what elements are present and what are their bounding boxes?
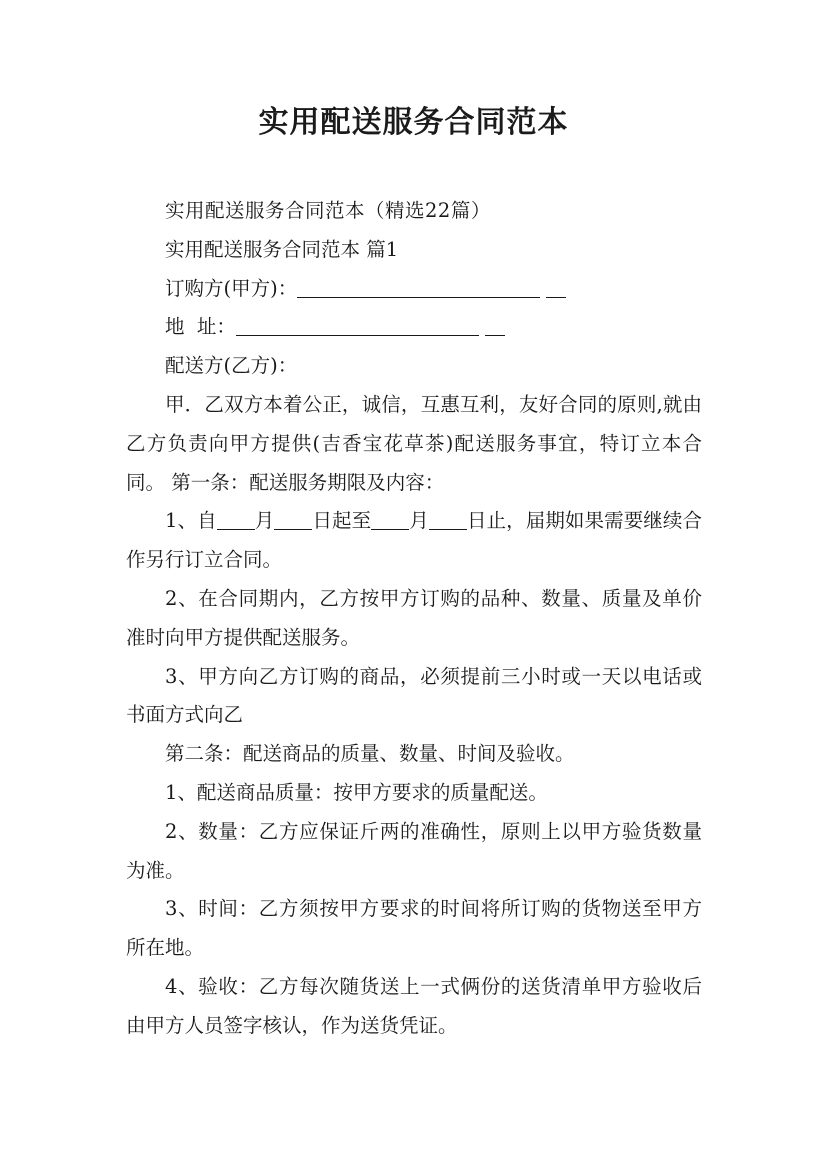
term-text-a: 1、自 — [165, 509, 217, 533]
month-blank-1 — [217, 510, 255, 531]
day-blank-2 — [429, 510, 467, 531]
buyer-blank-tail — [546, 277, 566, 298]
term-text-c: 日起至 — [312, 509, 372, 533]
paragraph-term-3: 3、甲方向乙方订购的商品，必须提前三小时或一天以电话或书面方式向乙 — [126, 664, 702, 727]
paragraph-article-2: 第二条：配送商品的质量、数量、时间及验收。 — [165, 742, 575, 766]
buyer-label: 订购方(甲方)： — [165, 276, 298, 300]
paragraph-acceptance: 4、验收：乙方每次随货送上一式俩份的送货清单甲方验收后由甲方人员签字核认，作为送货凭证。 — [126, 974, 702, 1037]
paragraph-section-heading: 实用配送服务合同范本 篇1 — [165, 237, 399, 261]
document-title: 实用配送服务合同范本 — [258, 105, 569, 140]
address-blank-tail — [485, 316, 505, 337]
paragraph-buyer — [126, 270, 702, 309]
term-text-b: 月 — [254, 509, 275, 533]
paragraph-quality: 1、配送商品质量：按甲方要求的质量配送。 — [165, 780, 548, 804]
term-text-d: 月 — [409, 509, 429, 533]
paragraph-term-2: 2、在合同期内，乙方按甲方订购的品种、数量、质量及单价准时向甲方提供配送服务。 — [126, 586, 702, 649]
paragraph-quantity: 2、数量：乙方应保证斤两的准确性，原则上以甲方验货数量为准。 — [126, 819, 702, 882]
address-blank — [236, 316, 479, 337]
paragraph-address — [126, 308, 702, 347]
day-blank-1 — [274, 510, 312, 531]
paragraph-intro: 实用配送服务合同范本（精选22篇） — [165, 199, 491, 222]
address-label: 地 址： — [165, 315, 236, 339]
document-body — [126, 192, 702, 1046]
paragraph-time: 3、时间：乙方须按甲方要求的时间将所订购的货物送至甲方所在地。 — [126, 897, 702, 960]
month-blank-2 — [371, 510, 409, 531]
term-text-e: 日止，届期如果需要继续合作另行订立合同。 — [126, 509, 702, 572]
paragraph-preamble: 甲．乙双方本着公正，诚信，互惠互利，友好合同的原则,就由乙方负责向甲方提供(吉香宝花草茶)配送服务事宜，特订立本合同。 第一条：配送服务期限及内容： — [126, 392, 702, 494]
paragraph-seller: 配送方(乙方)： — [165, 354, 298, 378]
paragraph-term-1 — [126, 502, 702, 580]
buyer-blank — [297, 277, 540, 298]
